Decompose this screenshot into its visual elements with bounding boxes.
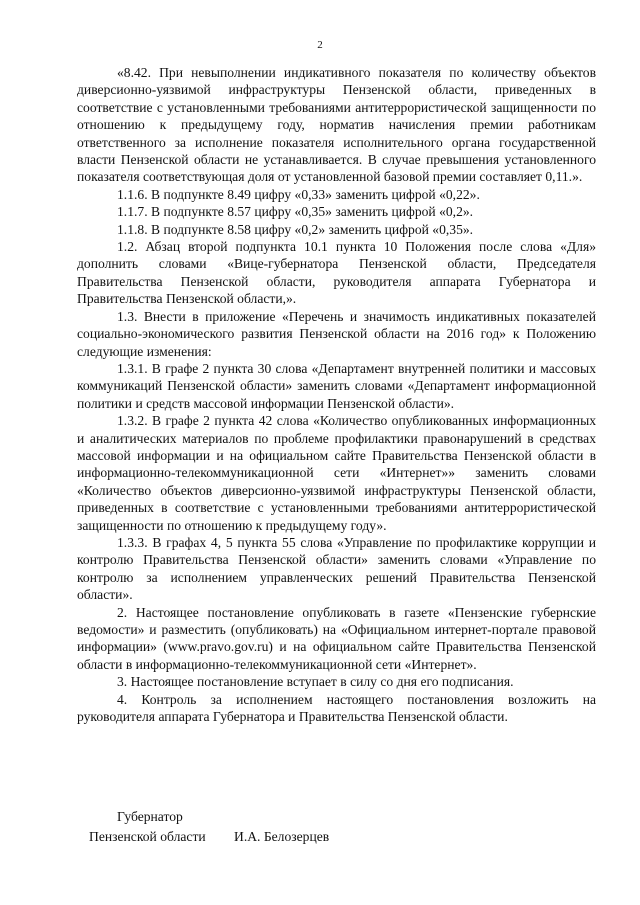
paragraph-2: 2. Настоящее постановление опубликовать в газете «Пензенские губернские ведомости» и разместить (опубликовать) на «Официальном интернет-портале правовой информации» (www.pravo.gov.ru) и на официальном сайте Правительства Пензенской области в информационно-телекоммуникационной сети «Интернет». [77, 604, 596, 672]
signature-title: Губернатор [117, 809, 183, 824]
paragraph-1-1-8: 1.1.8. В подпункте 8.58 цифру «0,2» заменить цифрой «0,35». [117, 221, 474, 237]
paragraph-4: 4. Контроль за исполнением настоящего постановления возложить на руководителя аппарата Губернатора и Правительства Пензенской области. [77, 691, 596, 725]
paragraph-8-42: «8.42. При невыполнении индикативного показателя по количеству объектов диверсионно-уязвимой инфраструктуры Пензенской области, приведенных в соответствие с установленными требованиями антитеррористической защищенности по отношению к предыдущему году, норматив начисления премии работникам ответственного за исполнение показателя исполнительного органа государственной власти Пензенской области не устанавливается. В случае превышения установленного показателя соответствующая доля от установленной базовой премии составляет 0,11.». [77, 65, 596, 185]
paragraph-1-1-7: 1.1.7. В подпункте 8.57 цифру «0,35» заменить цифрой «0,2». [117, 204, 474, 220]
paragraph-1-3-3: 1.3.3. В графах 4, 5 пункта 55 слова «Управление по профилактике коррупции и контролю Правительства Пензенской области» заменить словами «Управление по контролю за исполнением управленческих решений Правительства Пензенской области». [77, 534, 596, 603]
paragraph-1-3-2: 1.3.2. В графе 2 пункта 42 слова «Количество опубликованных информационных и аналитических материалов по проблеме профилактики правонарушений в средствах массовой информации и на официальном сайте Правительства Пензенской области в информационно-телекоммуникационной сети «Интернет»» заменить словами «Количество объектов диверсионно-уязвимой инфраструктуры Пензенской области, приведенных в соответствие с установленными требованиями антитеррористической защищенности по отношению к предыдущему году». [77, 413, 596, 533]
signature-region: Пензенской области [89, 829, 206, 844]
paragraph-1-1-6: 1.1.6. В подпункте 8.49 цифру «0,33» заменить цифрой «0,22». [117, 186, 480, 202]
paragraph-1-3: 1.3. Внести в приложение «Перечень и значимость индикативных показателей социально-экономического развития Пензенской области на 2016 год» к Положению следующие изменения: [77, 308, 596, 359]
page-number: 2 [317, 39, 323, 51]
paragraph-3: 3. Настоящее постановление вступает в силу со дня его подписания. [117, 674, 514, 690]
paragraph-1-3-1: 1.3.1. В графе 2 пункта 30 слова «Департамент внутренней политики и массовых коммуникаций Пензенской области» заменить словами «Департамент информационной политики и средств массовой информации Пензенской области». [77, 360, 596, 411]
paragraph-1-2: 1.2. Абзац второй подпункта 10.1 пункта 10 Положения после слова «Для» дополнить словами «Вице-губернатора Пензенской области, Председателя Правительства Пензенской области, руководителя аппарата Губернатора и Правительства Пензенской области,». [77, 239, 596, 307]
signature-name: И.А. Белозерцев [234, 829, 330, 844]
document-body [77, 64, 596, 725]
